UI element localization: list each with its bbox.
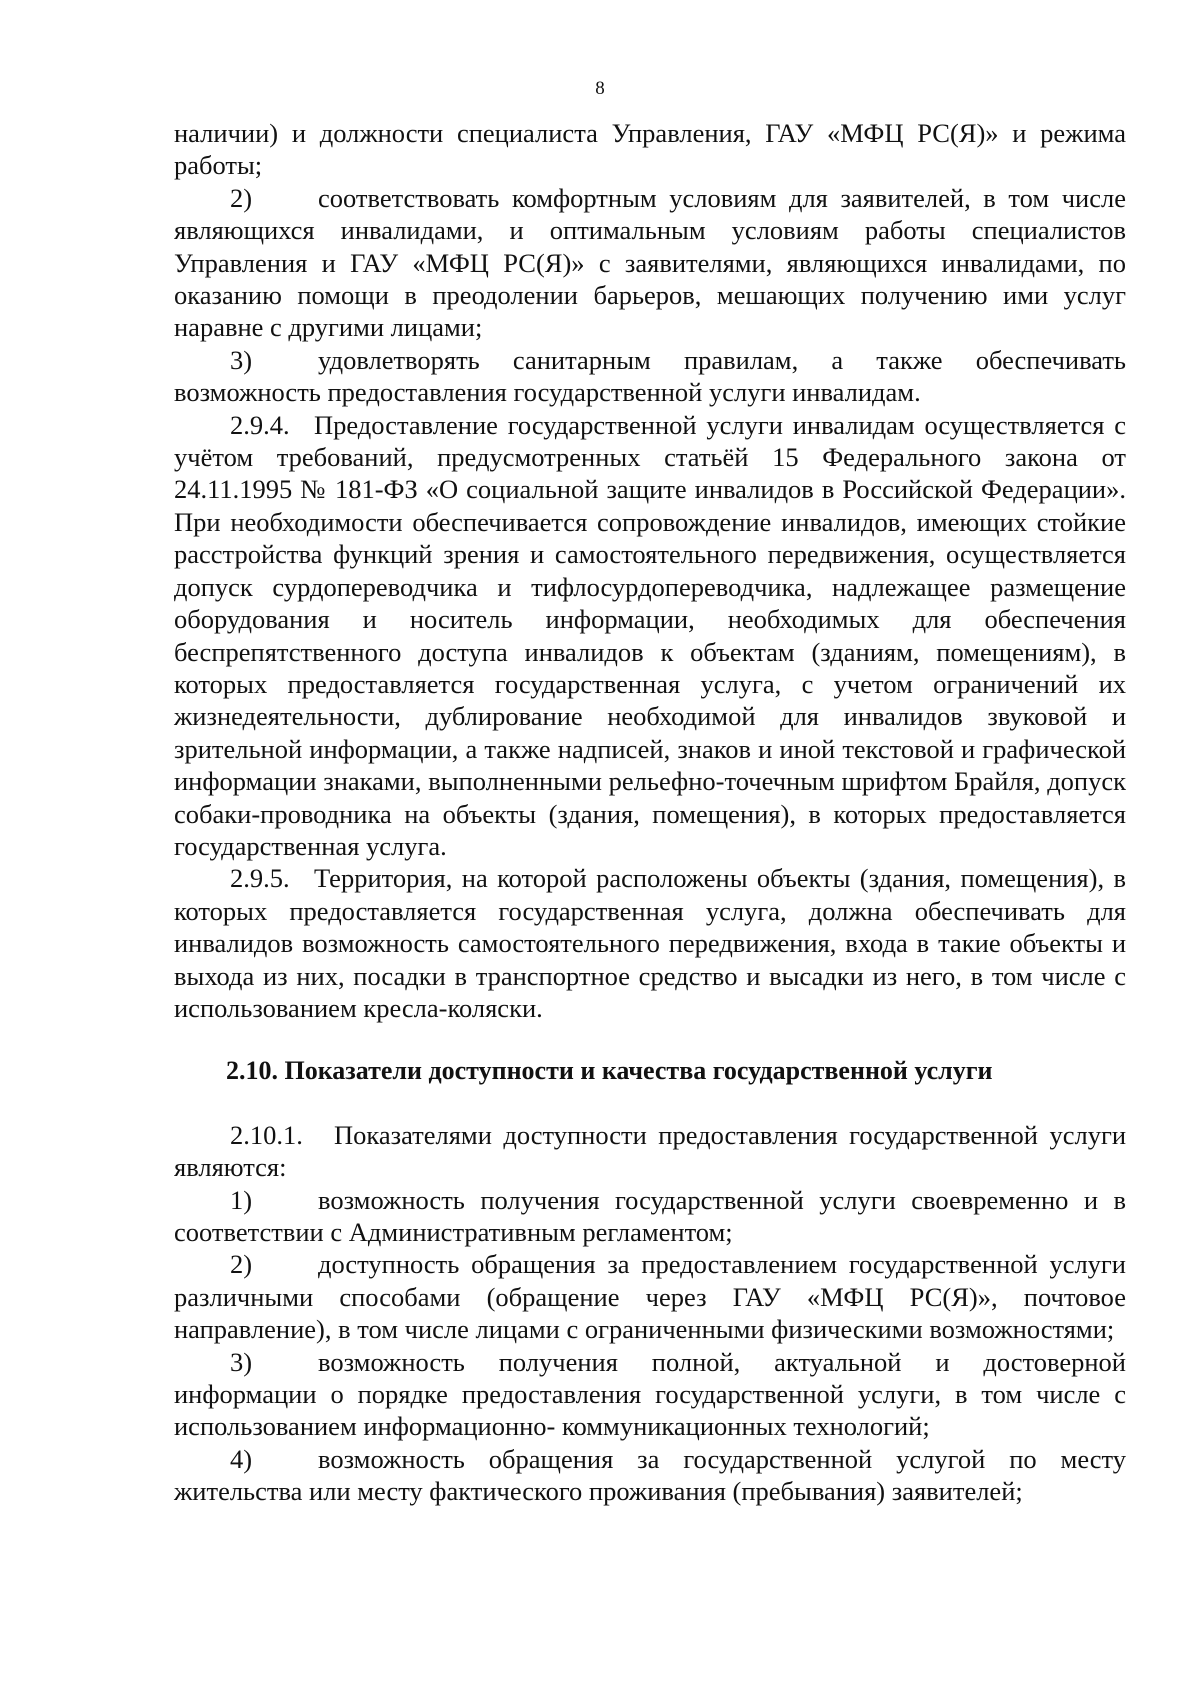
item-number: 1)	[230, 1184, 253, 1215]
list-item	[174, 1248, 1126, 1345]
item-number: 2)	[230, 182, 253, 213]
item-text: возможность получения полной, актуальной и достоверной информации о порядке предоставления государственной услуги, в том числе с использованием информационно- коммуникационных технологий;	[174, 1346, 1126, 1442]
list-item	[174, 1346, 1126, 1443]
item-number: 3)	[230, 1346, 253, 1377]
clause-text: Показателями доступности предоставления государственной услуги являются:	[174, 1119, 1126, 1183]
clause-number: 2.9.4.	[230, 409, 290, 440]
document-body	[174, 117, 1126, 1508]
list-item	[174, 182, 1126, 344]
item-text: доступность обращения за предоставлением государственной услуги различными способами (обращение через ГАУ «МФЦ РС(Я)», почтовое направление), в том числе лицами с ограниченными физическими возможностями;	[174, 1249, 1126, 1345]
list-item	[174, 344, 1126, 409]
item-number: 2)	[230, 1249, 253, 1280]
list-item	[174, 1184, 1126, 1249]
item-text: удовлетворять санитарным правилам, а также обеспечивать возможность предоставления государственной услуги инвалидам.	[174, 344, 1126, 408]
clause-text: Территория, на которой расположены объекты (здания, помещения), в которых предоставляется государственная услуга, должна обеспечивать для инвалидов возможность самостоятельного передвижения, входа в такие объекты и выхода из них, посадки в транспортное средство и высадки из него, в том числе с использованием кресла-коляски.	[174, 863, 1126, 1023]
clause-paragraph	[174, 862, 1126, 1024]
clause-paragraph	[174, 409, 1126, 863]
list-item	[174, 1443, 1126, 1508]
item-text: возможность получения государственной услуги своевременно и в соответствии с Административным регламентом;	[174, 1184, 1126, 1247]
section-heading: 2.10. Показатели доступности и качества государственной услуги	[226, 1056, 993, 1086]
clause-paragraph	[174, 1119, 1126, 1184]
item-number: 3)	[230, 344, 253, 375]
item-text: соответствовать комфортным условиям для заявителей, в том числе являющихся инвалидами, и оптимальным условиям работы специалистов Управления и ГАУ «МФЦ РС(Я)» с заявителями, являющихся инвалидами, по оказанию помощи в преодолении барьеров, мешающих получению ими услуг наравне с другими лицами;	[174, 182, 1126, 343]
paragraph-continuation: наличии) и должности специалиста Управления, ГАУ «МФЦ РС(Я)» и режима работы;	[174, 118, 1126, 181]
item-text: возможность обращения за государственной услугой по месту жительства или месту фактического проживания (пребывания) заявителей;	[174, 1443, 1126, 1507]
page-number: 8	[595, 78, 605, 99]
clause-number: 2.9.5.	[230, 863, 290, 894]
clause-number: 2.10.1.	[230, 1119, 303, 1150]
clause-text: Предоставление государственной услуги инвалидам осуществляется с учётом требований, предусмотренных статьёй 15 Федерального закона от 24.11.1995 № 181-ФЗ «О социальной защите инвалидов в Российской Федерации». При необходимости обеспечивается сопровождение инвалидов, имеющих стойкие расстройства функций зрения и самостоятельного передвижения, осуществляется допуск сурдопереводчика и тифлосурдопереводчика, надлежащее размещение оборудования и носитель информации, необходимых для обеспечения беспрепятственного доступа инвалидов к объектам (зданиям, помещениям), в которых предоставляется государственная услуга, с учетом ограничений их жизнедеятельности, дублирование необходимой для инвалидов звуковой и зрительной информации, а также надписей, знаков и иной текстовой и графической информации знаками, выполненными рельефно-точечным шрифтом Брайля, допуск собаки-проводника на объекты (здания, помещения), в которых предоставляется государственная услуга.	[174, 409, 1126, 861]
item-number: 4)	[230, 1443, 253, 1474]
